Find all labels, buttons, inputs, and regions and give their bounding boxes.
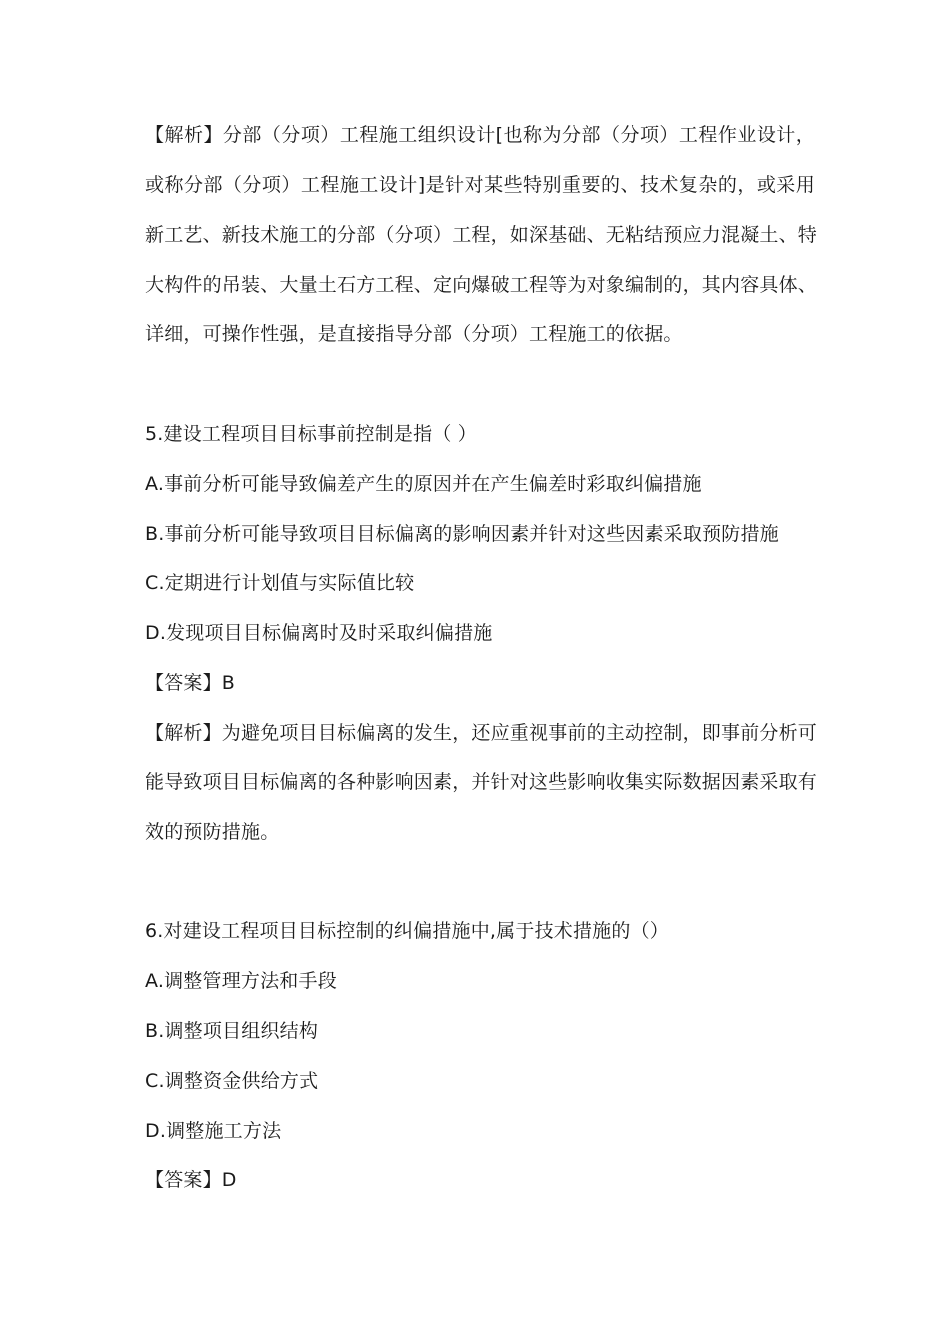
q5-option-a: A.事前分析可能导致偏差产生的原因并在产生偏差时彩取纠偏措施	[145, 473, 702, 495]
q5-option-c: C.定期进行计划值与实际值比较	[145, 572, 415, 594]
analysis-line: 或称分部（分项）工程施工设计]是针对某些特别重要的、技术复杂的，或采用	[145, 174, 815, 196]
q5-option-b: B.事前分析可能导致项目目标偏离的影响因素并针对这些因素采取预防措施	[145, 523, 779, 545]
q5-option-d: D.发现项目目标偏离时及时采取纠偏措施	[145, 622, 493, 644]
q5-analysis-line: 【解析】为避免项目目标偏离的发生，还应重视事前的主动控制，即事前分析可	[145, 722, 818, 744]
q6-answer: 【答案】D	[145, 1169, 237, 1191]
q6-option-c: C.调整资金供给方式	[145, 1070, 319, 1092]
q6-option-d: D.调整施工方法	[145, 1120, 282, 1142]
q5-answer: 【答案】B	[145, 672, 236, 694]
analysis-line: 大构件的吊装、大量土石方工程、定向爆破工程等为对象编制的，其内容具体、	[145, 274, 818, 296]
q5-analysis-line: 效的预防措施。	[145, 821, 280, 843]
q6-option-a: A.调整管理方法和手段	[145, 970, 337, 992]
q5-analysis-line: 能导致项目目标偏离的各种影响因素，并针对这些影响收集实际数据因素采取有	[145, 771, 818, 793]
q6-option-b: B.调整项目组织结构	[145, 1020, 319, 1042]
analysis-line: 详细，可操作性强，是直接指导分部（分项）工程施工的依据。	[145, 323, 683, 345]
analysis-line: 【解析】分部（分项）工程施工组织设计[也称为分部（分项）工程作业设计，	[145, 124, 815, 146]
analysis-line: 新工艺、新技术施工的分部（分项）工程，如深基础、无粘结预应力混凝土、特	[145, 224, 818, 246]
question-6-text: 6.对建设工程项目目标控制的纠偏措施中,属于技术措施的（）	[145, 920, 669, 942]
question-5-text: 5.建设工程项目目标事前控制是指（ ）	[145, 423, 477, 445]
